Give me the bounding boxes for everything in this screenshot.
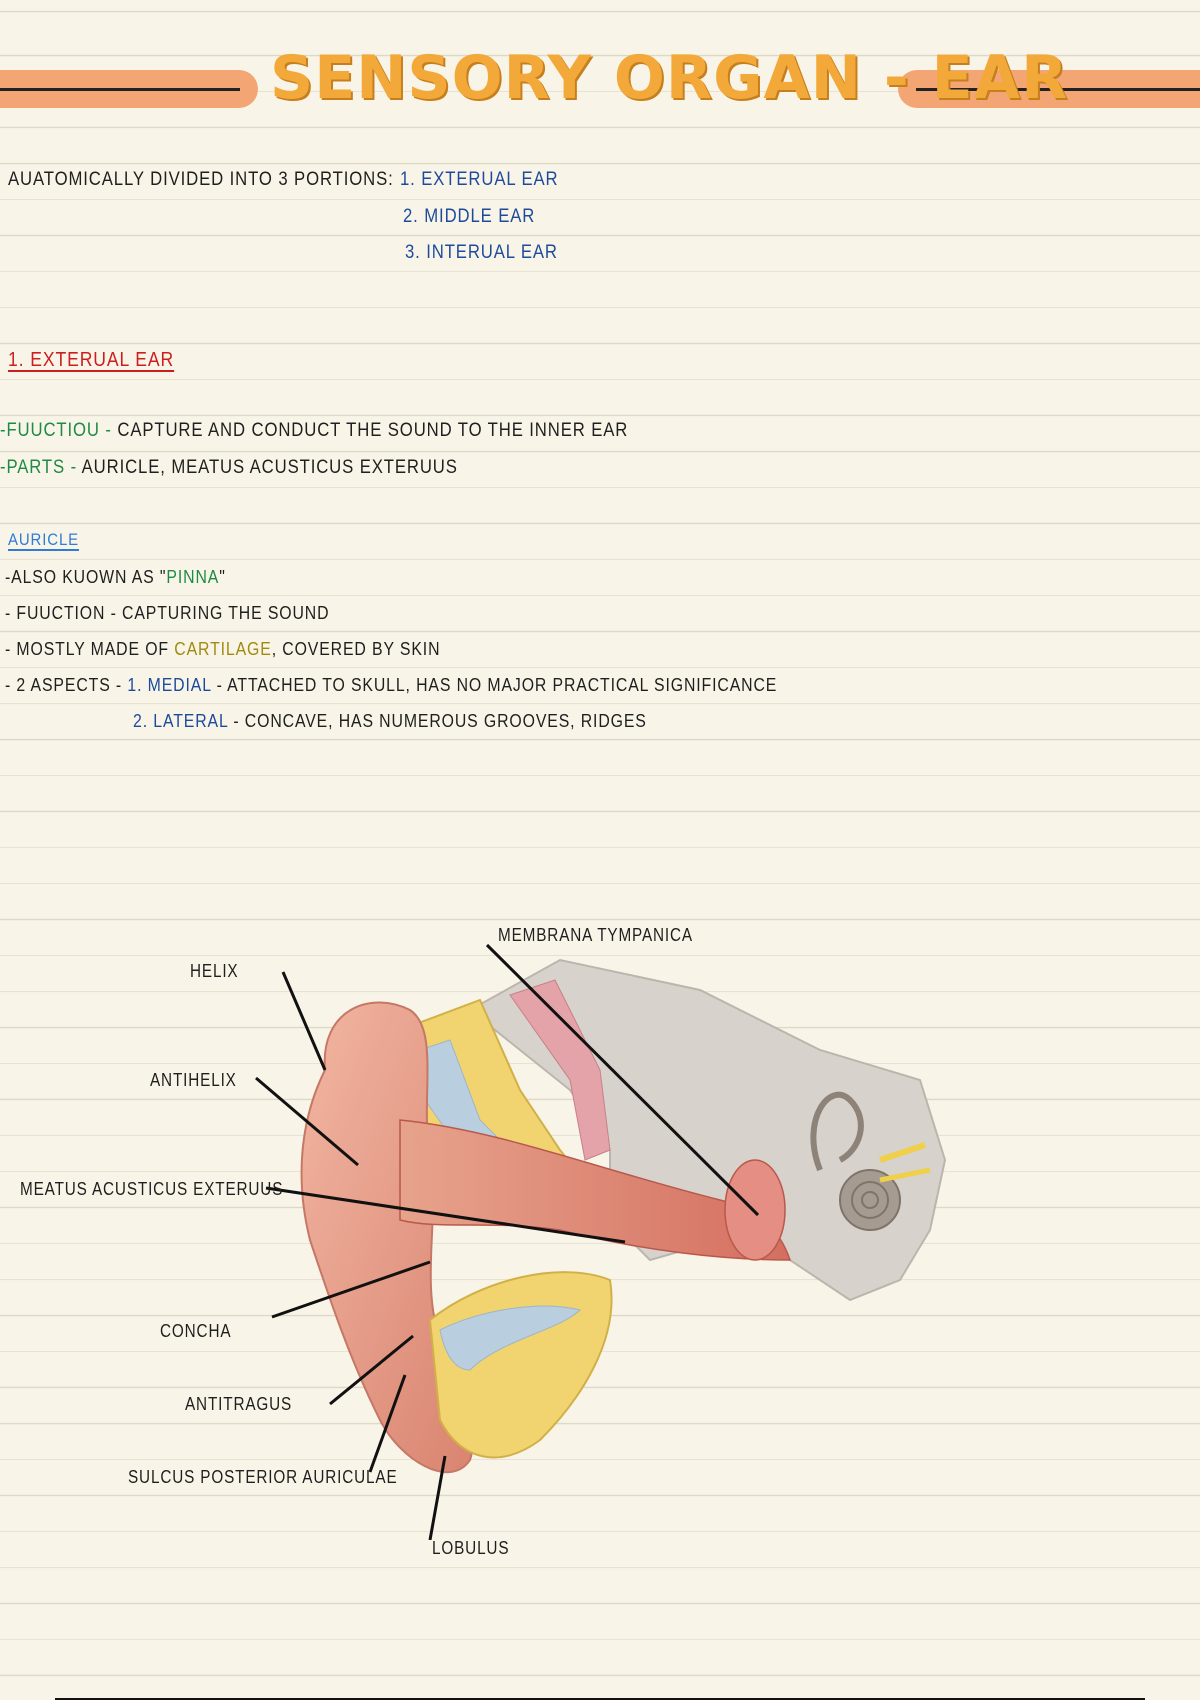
label-sulcus: SULCUS POSTERIOR AURICULAE [128, 1467, 398, 1487]
label-meatus: MEATUS ACUSTICUS EXTERUUS [20, 1179, 284, 1199]
portion-item-3: 3. INTERUAL EAR [405, 242, 558, 263]
parts-line [0, 458, 458, 477]
section-heading-external-ear: 1. EXTERUAL EAR [8, 349, 175, 371]
mostly-term: CARTILAGE [174, 639, 272, 659]
auricle-aspects-line [5, 676, 777, 694]
label-antitragus: ANTITRAGUS [185, 1394, 293, 1414]
label-concha: CONCHA [160, 1321, 232, 1341]
auricle-function-line: - FUUCTION - CAPTURING THE SOUND [5, 603, 330, 623]
mostly-text: - MOSTLY MADE OF [5, 639, 175, 659]
title-bar-left [0, 70, 258, 108]
label-lobulus: LOBULUS [432, 1538, 510, 1558]
aka-term: PINNA [166, 567, 220, 587]
aka-close: " [219, 567, 226, 587]
label-helix: HELIX [190, 961, 239, 981]
function-text: CAPTURE AND CONDUCT THE SOUND TO THE INNER EAR [117, 420, 629, 441]
medial-text: - ATTACHED TO SKULL, HAS NO MAJOR PRACTICAL SIGNIFICANCE [216, 675, 778, 695]
aspects-lead: - 2 ASPECTS - [5, 675, 123, 695]
label-antihelix: ANTIHELIX [150, 1070, 237, 1090]
lateral-key: 2. LATERAL [133, 711, 229, 731]
medial-key: 1. MEDIAL [127, 675, 212, 695]
auricle-aka-line [5, 568, 226, 586]
mostly-rest: , COVERED BY SKIN [271, 639, 441, 659]
function-line [0, 421, 628, 440]
lateral-text: - CONCAVE, HAS NUMEROUS GROOVES, RIDGES [233, 711, 647, 731]
auricle-mostly-line [5, 640, 440, 658]
function-key: -FUUCTIOU - [0, 420, 112, 441]
auricle-heading: AURICLE [8, 530, 80, 549]
intro-lead: AUATOMICALLY DIVIDED INTO 3 PORTIONS: [8, 169, 394, 190]
aka-text: -ALSO KUOWN AS " [5, 567, 167, 587]
parts-text: AURICLE, MEATUS ACUSTICUS EXTERUUS [81, 457, 458, 478]
label-membrana: MEMBRANA TYMPANICA [498, 925, 693, 945]
portion-item-2: 2. MIDDLE EAR [403, 206, 536, 227]
auricle-lateral-line [133, 712, 647, 730]
page-title: SENSORY ORGAN - EAR [270, 43, 1069, 113]
parts-key: -PARTS - [0, 457, 78, 478]
ear-anatomy-illustration [0, 900, 1200, 1540]
portion-item-1: 1. EXTERUAL EAR [400, 169, 559, 190]
